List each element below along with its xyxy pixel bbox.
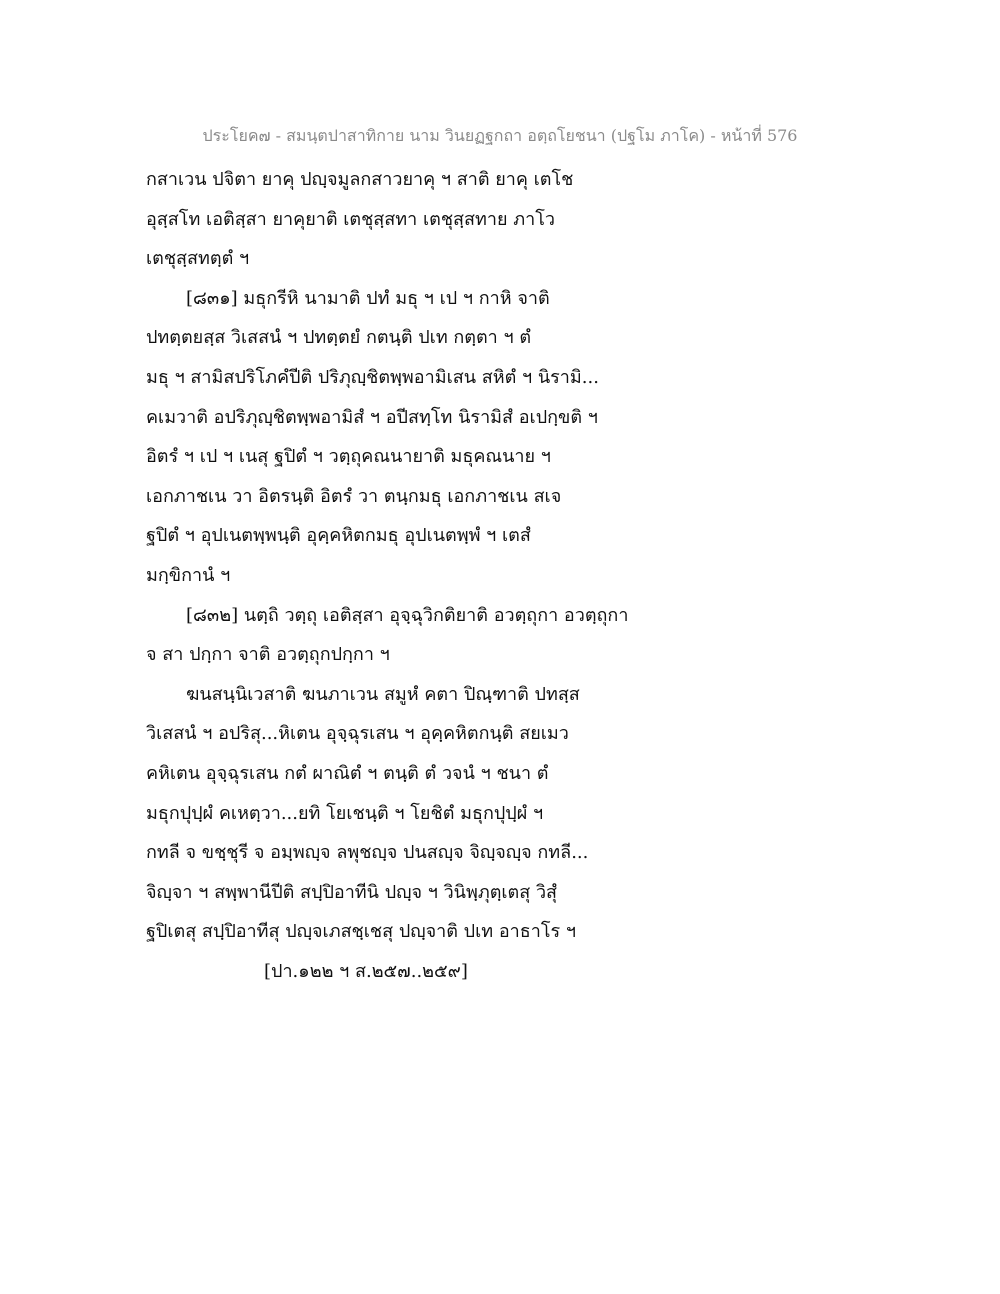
body-text bbox=[146, 160, 866, 991]
text-line: กทลี จ ขชฺชุรี จ อมฺพญฺจ ลพุชญฺจ ปนสญฺจ จิญฺจญฺจ กทลี... bbox=[146, 842, 589, 864]
text-line: กสาเวน ปจิตา ยาคุ ปญฺจมูลกสาวยาคุ ฯ สาติ ยาคุ เตโช bbox=[146, 169, 574, 190]
text-line: อุสฺสโท เอติสฺสา ยาคุยาติ เตชุสฺสทา เตชุสฺสทาย ภาโว bbox=[146, 208, 555, 230]
text-line: ฐปิตํ ฯ อุปเนตพฺพนฺติ อุคฺคหิตกมธุ อุปเนตพฺพํ ฯ เตสํ bbox=[146, 525, 531, 547]
text-line: ฐปิเตสุ สปฺปิอาทีสุ ปญฺจเภสชฺเชสุ ปญฺจาติ ปเท อาธาโร ฯ bbox=[146, 921, 577, 943]
text-line: วิเสสนํ ฯ อปริสุ...หิเตน อุจฺฉุรเสน ฯ อุคฺคหิตกนฺติ สยเมว bbox=[146, 723, 569, 745]
paragraph-start: ฆนสนฺนิเวสาติ ฆนภาเวน สมูหํ คตา ปิณฺฑาติ ปทสฺส bbox=[186, 683, 580, 705]
paragraph-start: [๘๓๑] มธุกรีหิ นามาติ ปทํ มธุ ฯ เป ฯ กาหิ จาติ bbox=[186, 287, 550, 309]
text-line: มธุกปุปฺผํ คเหตฺวา...ยทิ โยเชนฺติ ฯ โยชิตํ มธุกปุปฺผํ ฯ bbox=[146, 802, 544, 824]
text-line: จ สา ปกฺกา จาติ อวตฺถุกปกฺกา ฯ bbox=[146, 644, 390, 666]
reference-citation: [ปา.๑๒๒ ฯ ส.๒๕๗..๒๕๙] bbox=[264, 960, 468, 982]
text-line: เตชุสฺสทตฺตํ ฯ bbox=[146, 248, 250, 270]
text-line: ปทตฺตยสฺส วิเสสนํ ฯ ปทตฺตยํ กตนฺติ ปเท กตฺตา ฯ ตํ bbox=[146, 327, 532, 349]
text-line: อิตรํ ฯ เป ฯ เนสุ ฐปิตํ ฯ วตฺถุคณนายาติ มธุคณนาย ฯ bbox=[146, 446, 551, 468]
text-line: มธุ ฯ สามิสปริโภคํปีติ ปริภุญฺชิตพฺพอามิเสน สหิตํ ฯ นิรามิ... bbox=[146, 366, 599, 388]
page-header bbox=[0, 124, 1000, 149]
header-text: ประโยค๗ - สมนฺตปาสาทิกาย นาม วินยฏฐกถา อตฺถโยชนา (ปฐโม ภาโค) - หน้าที่ 576 bbox=[202, 126, 798, 145]
text-line: คหิเตน อุจฺฉุรเสน กตํ ผาณิตํ ฯ ตนฺติ ตํ วจนํ ฯ ชนา ตํ bbox=[146, 762, 549, 784]
text-line: จิญฺจา ฯ สพฺพานีปีติ สปฺปิอาทีนิ ปญฺจ ฯ วินิพฺภุตฺเตสุ วิสุํ bbox=[146, 881, 558, 903]
text-line: เอกภาชเน วา อิตรนฺติ อิตรํ วา ตนฺกมธุ เอกภาชเน สเจ bbox=[146, 485, 562, 507]
text-line: คเมวาติ อปริภุญฺชิตพฺพอามิสํ ฯ อปีสทฺโท นิรามิสํ อเปกฺขติ ฯ bbox=[146, 406, 598, 428]
paragraph-start: [๘๓๒] นตฺถิ วตฺถุ เอติสฺสา อุจฺฉุวิกติยาติ อวตฺถุกา อวตฺถุกา bbox=[186, 604, 629, 626]
text-line: มกฺขิกานํ ฯ bbox=[146, 564, 231, 586]
